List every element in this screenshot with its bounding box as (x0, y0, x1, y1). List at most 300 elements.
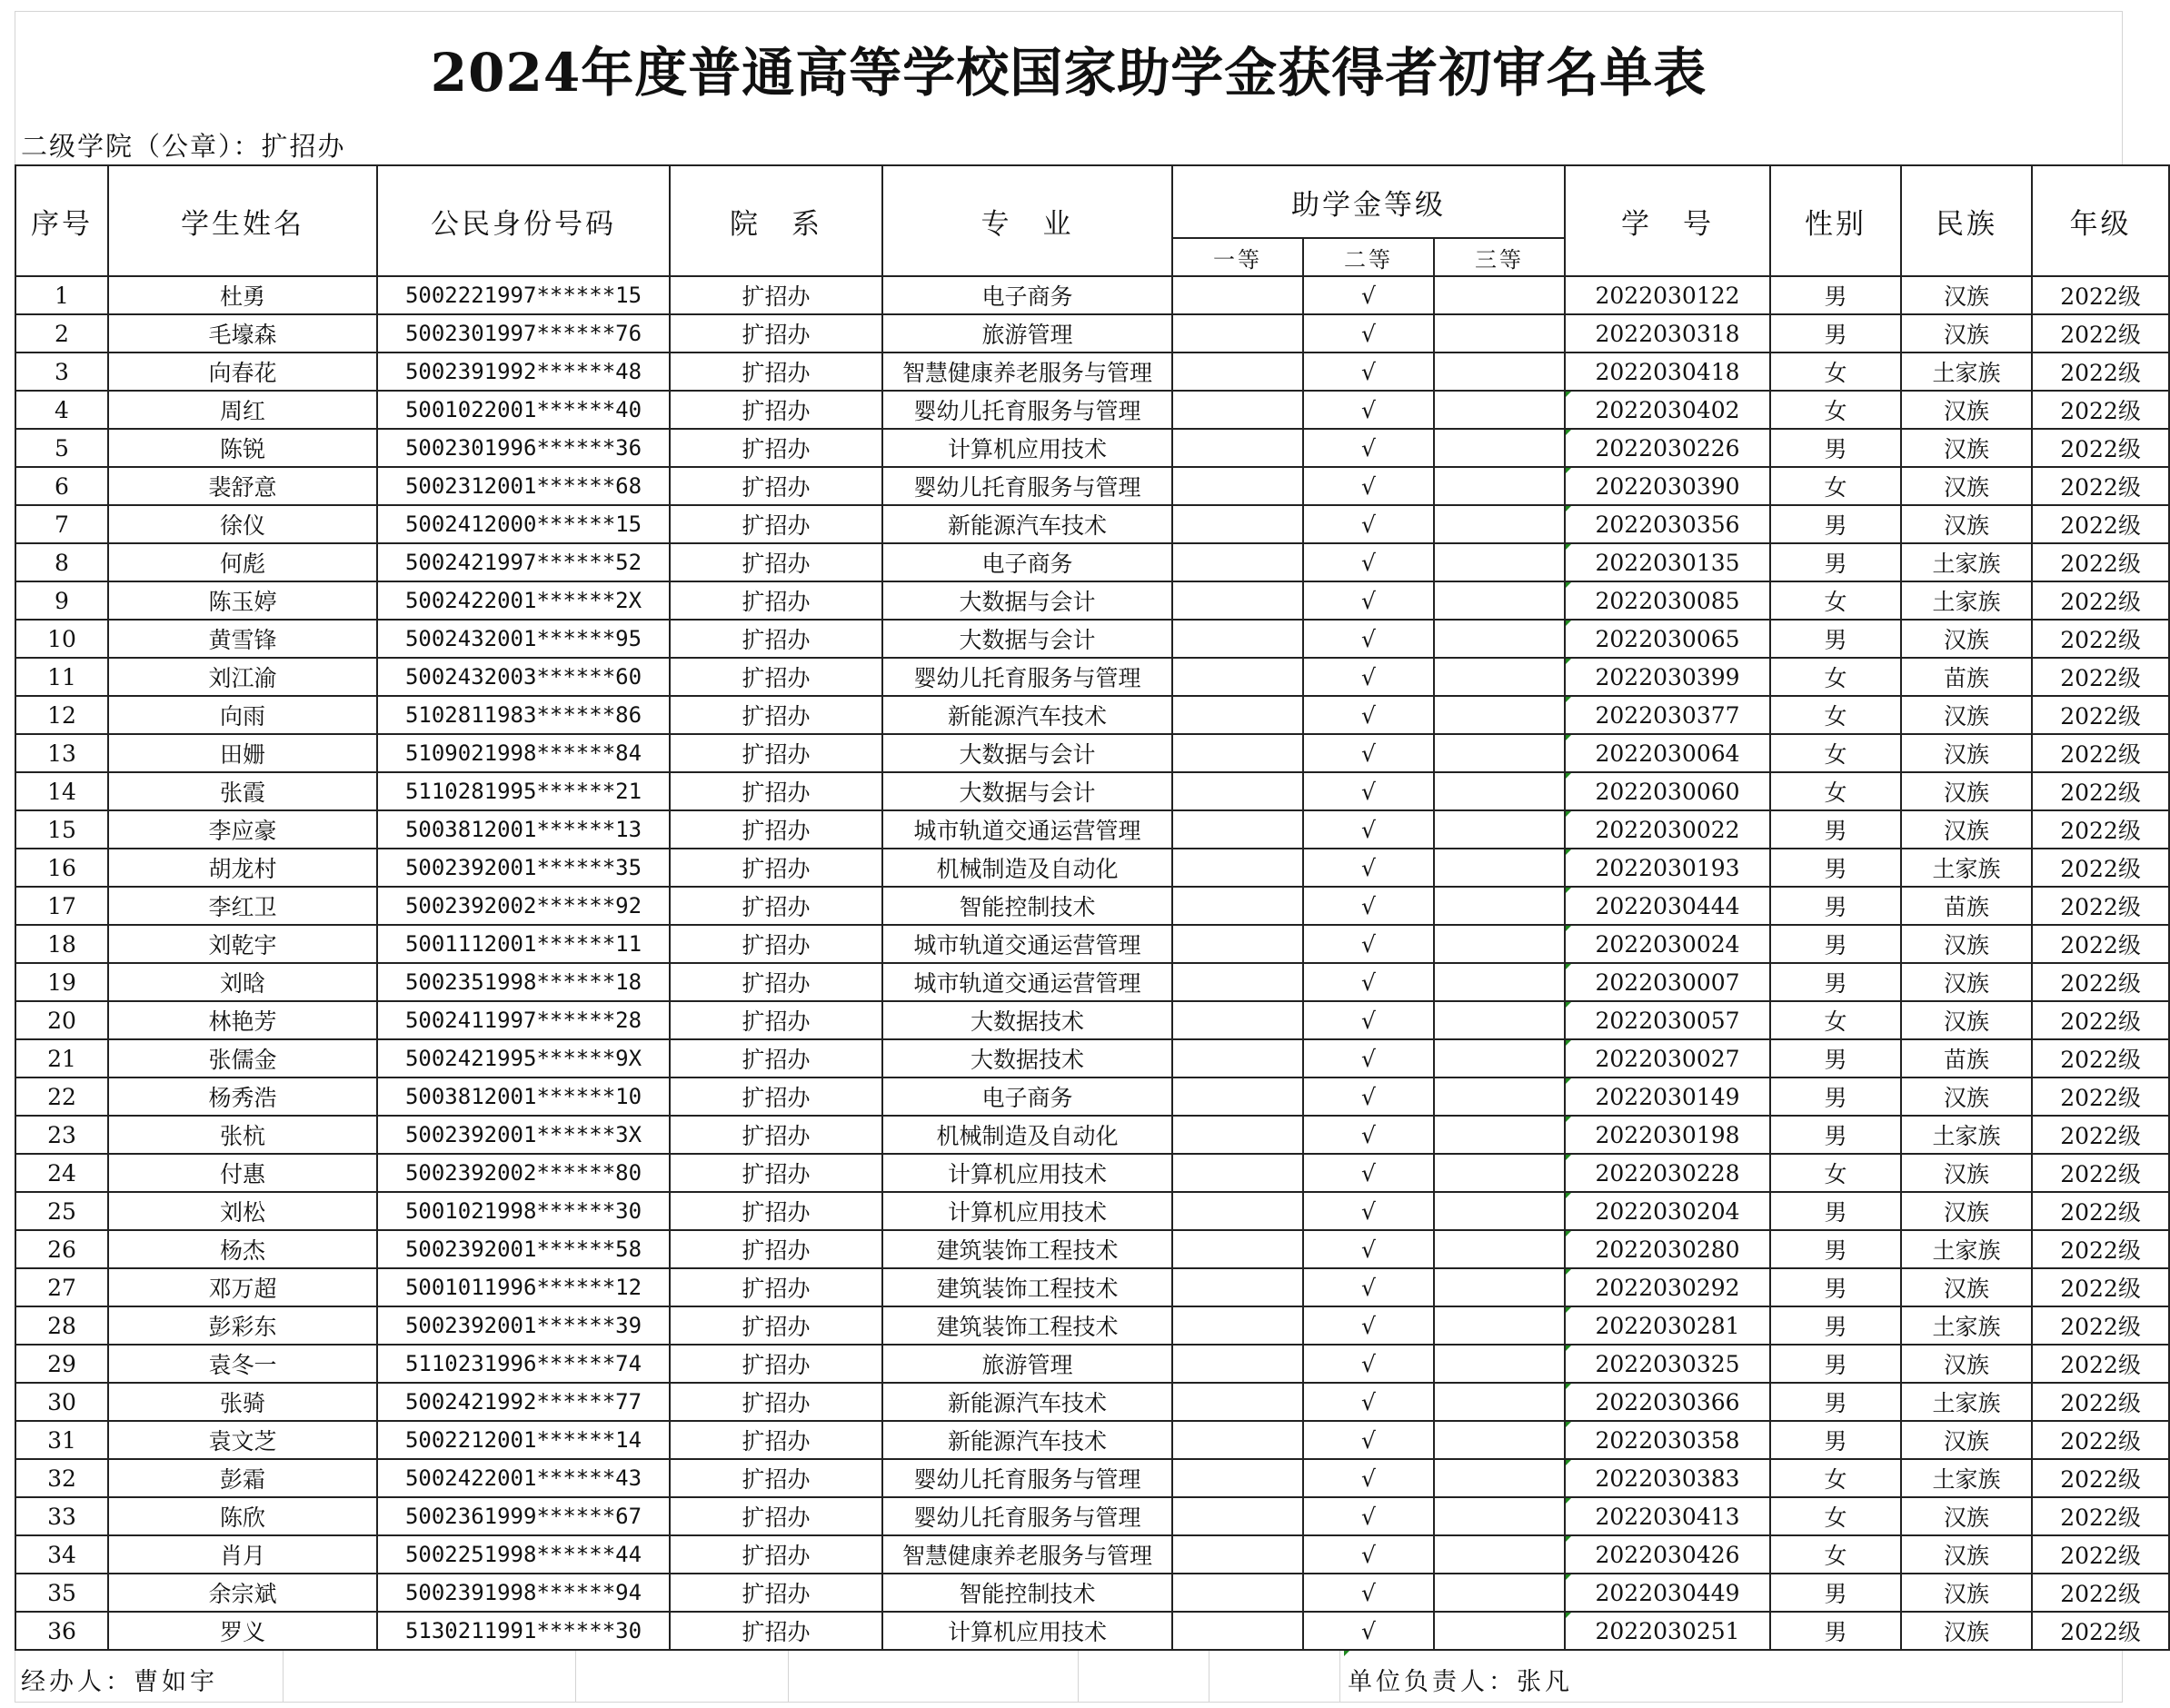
cell-seq[interactable]: 22 (15, 1077, 108, 1116)
cell-dept[interactable]: 扩招办 (670, 810, 882, 849)
cell-ethnicity[interactable]: 土家族 (1901, 353, 2032, 391)
cell-grade[interactable]: 2022级 (2032, 849, 2169, 887)
cell-seq[interactable]: 35 (15, 1574, 108, 1612)
cell-seq[interactable]: 1 (15, 276, 108, 314)
cell-level-1[interactable] (1172, 620, 1303, 658)
cell-ethnicity[interactable]: 汉族 (1901, 1612, 2032, 1650)
cell-level-2[interactable]: √ (1303, 1001, 1434, 1039)
header-dept[interactable]: 院 系 (670, 165, 882, 276)
cell-level-1[interactable] (1172, 963, 1303, 1001)
cell-level-2[interactable]: √ (1303, 1230, 1434, 1268)
cell-id[interactable]: 5002392001******58 (377, 1230, 670, 1268)
cell-seq[interactable]: 23 (15, 1116, 108, 1154)
cell-major[interactable]: 婴幼儿托育服务与管理 (882, 658, 1172, 696)
cell-gender[interactable]: 男 (1770, 1077, 1901, 1116)
cell-major[interactable]: 大数据技术 (882, 1039, 1172, 1077)
cell-id[interactable]: 5002351998******18 (377, 963, 670, 1001)
cell-dept[interactable]: 扩招办 (670, 1497, 882, 1535)
cell-ethnicity[interactable]: 汉族 (1901, 925, 2032, 963)
cell-name[interactable]: 向雨 (108, 696, 377, 734)
cell-level-1[interactable] (1172, 467, 1303, 505)
cell-level-1[interactable] (1172, 391, 1303, 429)
cell-seq[interactable]: 25 (15, 1192, 108, 1230)
cell-major[interactable]: 城市轨道交通运营管理 (882, 810, 1172, 849)
cell-dept[interactable]: 扩招办 (670, 391, 882, 429)
cell-student-no[interactable]: 2022030057 (1565, 1001, 1770, 1039)
cell-level-3[interactable] (1434, 772, 1565, 810)
cell-gender[interactable]: 男 (1770, 1268, 1901, 1306)
cell-level-1[interactable] (1172, 1421, 1303, 1459)
cell-ethnicity[interactable]: 汉族 (1901, 1345, 2032, 1383)
cell-gender[interactable]: 男 (1770, 925, 1901, 963)
cell-student-no[interactable]: 2022030065 (1565, 620, 1770, 658)
header-name[interactable]: 学生姓名 (108, 165, 377, 276)
cell-student-no[interactable]: 2022030226 (1565, 429, 1770, 467)
cell-dept[interactable]: 扩招办 (670, 1421, 882, 1459)
header-grade[interactable]: 年级 (2032, 165, 2169, 276)
cell-name[interactable]: 彭霜 (108, 1459, 377, 1497)
cell-gender[interactable]: 女 (1770, 353, 1901, 391)
cell-level-1[interactable] (1172, 1383, 1303, 1421)
cell-level-3[interactable] (1434, 1039, 1565, 1077)
cell-level-2[interactable]: √ (1303, 1192, 1434, 1230)
cell-level-1[interactable] (1172, 1001, 1303, 1039)
cell-major[interactable]: 婴幼儿托育服务与管理 (882, 1459, 1172, 1497)
cell-level-3[interactable] (1434, 581, 1565, 620)
cell-seq[interactable]: 20 (15, 1001, 108, 1039)
cell-level-3[interactable] (1434, 1345, 1565, 1383)
cell-dept[interactable]: 扩招办 (670, 1116, 882, 1154)
cell-gender[interactable]: 男 (1770, 810, 1901, 849)
cell-id[interactable]: 5002391992******48 (377, 353, 670, 391)
cell-level-1[interactable] (1172, 1116, 1303, 1154)
cell-major[interactable]: 婴幼儿托育服务与管理 (882, 467, 1172, 505)
cell-dept[interactable]: 扩招办 (670, 1383, 882, 1421)
cell-level-1[interactable] (1172, 887, 1303, 925)
cell-seq[interactable]: 16 (15, 849, 108, 887)
cell-dept[interactable]: 扩招办 (670, 1574, 882, 1612)
header-id[interactable]: 公民身份号码 (377, 165, 670, 276)
cell-seq[interactable]: 27 (15, 1268, 108, 1306)
cell-dept[interactable]: 扩招办 (670, 1230, 882, 1268)
cell-ethnicity[interactable]: 汉族 (1901, 505, 2032, 543)
cell-seq[interactable]: 26 (15, 1230, 108, 1268)
cell-level-2[interactable]: √ (1303, 353, 1434, 391)
cell-ethnicity[interactable]: 土家族 (1901, 849, 2032, 887)
cell-name[interactable]: 陈欣 (108, 1497, 377, 1535)
cell-level-2[interactable]: √ (1303, 543, 1434, 581)
cell-level-3[interactable] (1434, 1383, 1565, 1421)
cell-ethnicity[interactable]: 苗族 (1901, 887, 2032, 925)
cell-level-3[interactable] (1434, 925, 1565, 963)
header-major[interactable]: 专 业 (882, 165, 1172, 276)
cell-gender[interactable]: 男 (1770, 1306, 1901, 1345)
cell-id[interactable]: 5109021998******84 (377, 734, 670, 772)
cell-ethnicity[interactable]: 土家族 (1901, 1116, 2032, 1154)
cell-gender[interactable]: 女 (1770, 1154, 1901, 1192)
cell-dept[interactable]: 扩招办 (670, 1612, 882, 1650)
cell-grade[interactable]: 2022级 (2032, 696, 2169, 734)
cell-level-2[interactable]: √ (1303, 1497, 1434, 1535)
cell-name[interactable]: 何彪 (108, 543, 377, 581)
cell-seq[interactable]: 13 (15, 734, 108, 772)
cell-level-1[interactable] (1172, 429, 1303, 467)
cell-id[interactable]: 5002392002******80 (377, 1154, 670, 1192)
cell-grade[interactable]: 2022级 (2032, 1612, 2169, 1650)
cell-level-1[interactable] (1172, 925, 1303, 963)
cell-level-1[interactable] (1172, 505, 1303, 543)
cell-level-3[interactable] (1434, 1192, 1565, 1230)
cell-gender[interactable]: 男 (1770, 849, 1901, 887)
cell-major[interactable]: 新能源汽车技术 (882, 505, 1172, 543)
cell-id[interactable]: 5003812001******10 (377, 1077, 670, 1116)
cell-seq[interactable]: 7 (15, 505, 108, 543)
cell-gender[interactable]: 男 (1770, 1039, 1901, 1077)
cell-ethnicity[interactable]: 汉族 (1901, 1421, 2032, 1459)
cell-major[interactable]: 旅游管理 (882, 314, 1172, 353)
cell-level-3[interactable] (1434, 887, 1565, 925)
cell-level-2[interactable]: √ (1303, 1421, 1434, 1459)
cell-ethnicity[interactable]: 汉族 (1901, 620, 2032, 658)
cell-gender[interactable]: 女 (1770, 1459, 1901, 1497)
cell-name[interactable]: 胡龙村 (108, 849, 377, 887)
cell-level-3[interactable] (1434, 1535, 1565, 1574)
cell-dept[interactable]: 扩招办 (670, 1306, 882, 1345)
cell-level-3[interactable] (1434, 1459, 1565, 1497)
cell-level-1[interactable] (1172, 810, 1303, 849)
cell-ethnicity[interactable]: 汉族 (1901, 963, 2032, 1001)
cell-ethnicity[interactable]: 汉族 (1901, 1574, 2032, 1612)
cell-dept[interactable]: 扩招办 (670, 467, 882, 505)
cell-student-no[interactable]: 2022030228 (1565, 1154, 1770, 1192)
cell-seq[interactable]: 21 (15, 1039, 108, 1077)
cell-seq[interactable]: 14 (15, 772, 108, 810)
cell-gender[interactable]: 女 (1770, 1497, 1901, 1535)
cell-gender[interactable]: 男 (1770, 1345, 1901, 1383)
cell-grade[interactable]: 2022级 (2032, 658, 2169, 696)
cell-student-no[interactable]: 2022030383 (1565, 1459, 1770, 1497)
cell-grade[interactable]: 2022级 (2032, 1421, 2169, 1459)
cell-level-3[interactable] (1434, 276, 1565, 314)
cell-level-2[interactable]: √ (1303, 1154, 1434, 1192)
cell-major[interactable]: 旅游管理 (882, 1345, 1172, 1383)
cell-name[interactable]: 毛壕森 (108, 314, 377, 353)
cell-id[interactable]: 5002411997******28 (377, 1001, 670, 1039)
header-level-3[interactable]: 三等 (1434, 238, 1565, 276)
cell-student-no[interactable]: 2022030122 (1565, 276, 1770, 314)
cell-id[interactable]: 5002432001******95 (377, 620, 670, 658)
cell-level-2[interactable]: √ (1303, 658, 1434, 696)
cell-level-2[interactable]: √ (1303, 1612, 1434, 1650)
cell-grade[interactable]: 2022级 (2032, 353, 2169, 391)
cell-student-no[interactable]: 2022030149 (1565, 1077, 1770, 1116)
cell-dept[interactable]: 扩招办 (670, 1077, 882, 1116)
cell-seq[interactable]: 31 (15, 1421, 108, 1459)
cell-grade[interactable]: 2022级 (2032, 1383, 2169, 1421)
cell-level-3[interactable] (1434, 658, 1565, 696)
cell-level-2[interactable]: √ (1303, 276, 1434, 314)
cell-grade[interactable]: 2022级 (2032, 925, 2169, 963)
cell-gender[interactable]: 男 (1770, 1612, 1901, 1650)
cell-dept[interactable]: 扩招办 (670, 963, 882, 1001)
cell-id[interactable]: 5002301997******76 (377, 314, 670, 353)
cell-seq[interactable]: 30 (15, 1383, 108, 1421)
cell-ethnicity[interactable]: 汉族 (1901, 1154, 2032, 1192)
cell-ethnicity[interactable]: 汉族 (1901, 696, 2032, 734)
cell-level-3[interactable] (1434, 391, 1565, 429)
cell-id[interactable]: 5110281995******21 (377, 772, 670, 810)
cell-student-no[interactable]: 2022030402 (1565, 391, 1770, 429)
header-level-2[interactable]: 二等 (1303, 238, 1434, 276)
cell-major[interactable]: 智能控制技术 (882, 1574, 1172, 1612)
cell-dept[interactable]: 扩招办 (670, 1039, 882, 1077)
cell-grade[interactable]: 2022级 (2032, 429, 2169, 467)
cell-level-1[interactable] (1172, 1154, 1303, 1192)
cell-level-2[interactable]: √ (1303, 1459, 1434, 1497)
cell-seq[interactable]: 36 (15, 1612, 108, 1650)
cell-major[interactable]: 新能源汽车技术 (882, 696, 1172, 734)
cell-student-no[interactable]: 2022030064 (1565, 734, 1770, 772)
cell-gender[interactable]: 男 (1770, 429, 1901, 467)
cell-name[interactable]: 林艳芳 (108, 1001, 377, 1039)
cell-student-no[interactable]: 2022030280 (1565, 1230, 1770, 1268)
cell-name[interactable]: 彭彩东 (108, 1306, 377, 1345)
cell-gender[interactable]: 男 (1770, 276, 1901, 314)
cell-name[interactable]: 付惠 (108, 1154, 377, 1192)
cell-student-no[interactable]: 2022030085 (1565, 581, 1770, 620)
cell-level-3[interactable] (1434, 620, 1565, 658)
cell-dept[interactable]: 扩招办 (670, 1001, 882, 1039)
cell-major[interactable]: 婴幼儿托育服务与管理 (882, 1497, 1172, 1535)
cell-seq[interactable]: 10 (15, 620, 108, 658)
cell-grade[interactable]: 2022级 (2032, 1039, 2169, 1077)
cell-id[interactable]: 5002392001******35 (377, 849, 670, 887)
cell-gender[interactable]: 女 (1770, 1535, 1901, 1574)
cell-id[interactable]: 5110231996******74 (377, 1345, 670, 1383)
cell-grade[interactable]: 2022级 (2032, 1497, 2169, 1535)
cell-grade[interactable]: 2022级 (2032, 1001, 2169, 1039)
cell-id[interactable]: 5002432003******60 (377, 658, 670, 696)
cell-level-1[interactable] (1172, 1535, 1303, 1574)
cell-ethnicity[interactable]: 汉族 (1901, 391, 2032, 429)
cell-name[interactable]: 李应豪 (108, 810, 377, 849)
cell-ethnicity[interactable]: 汉族 (1901, 467, 2032, 505)
cell-level-1[interactable] (1172, 658, 1303, 696)
cell-dept[interactable]: 扩招办 (670, 658, 882, 696)
cell-gender[interactable]: 男 (1770, 543, 1901, 581)
cell-gender[interactable]: 男 (1770, 1192, 1901, 1230)
cell-student-no[interactable]: 2022030007 (1565, 963, 1770, 1001)
cell-gender[interactable]: 男 (1770, 1116, 1901, 1154)
cell-level-1[interactable] (1172, 1345, 1303, 1383)
cell-student-no[interactable]: 2022030418 (1565, 353, 1770, 391)
cell-level-2[interactable]: √ (1303, 1039, 1434, 1077)
cell-student-no[interactable]: 2022030024 (1565, 925, 1770, 963)
cell-gender[interactable]: 男 (1770, 1574, 1901, 1612)
cell-level-3[interactable] (1434, 1574, 1565, 1612)
cell-ethnicity[interactable]: 汉族 (1901, 429, 2032, 467)
cell-level-3[interactable] (1434, 467, 1565, 505)
cell-level-1[interactable] (1172, 1192, 1303, 1230)
cell-seq[interactable]: 18 (15, 925, 108, 963)
header-gender[interactable]: 性别 (1770, 165, 1901, 276)
cell-name[interactable]: 周红 (108, 391, 377, 429)
cell-student-no[interactable]: 2022030356 (1565, 505, 1770, 543)
cell-major[interactable]: 婴幼儿托育服务与管理 (882, 391, 1172, 429)
cell-student-no[interactable]: 2022030060 (1565, 772, 1770, 810)
cell-grade[interactable]: 2022级 (2032, 1574, 2169, 1612)
cell-ethnicity[interactable]: 汉族 (1901, 772, 2032, 810)
department-cell[interactable] (15, 124, 2123, 164)
cell-dept[interactable]: 扩招办 (670, 505, 882, 543)
cell-grade[interactable]: 2022级 (2032, 963, 2169, 1001)
cell-level-1[interactable] (1172, 1230, 1303, 1268)
cell-ethnicity[interactable]: 汉族 (1901, 1268, 2032, 1306)
cell-student-no[interactable]: 2022030325 (1565, 1345, 1770, 1383)
cell-name[interactable]: 黄雪锋 (108, 620, 377, 658)
cell-seq[interactable]: 28 (15, 1306, 108, 1345)
cell-name[interactable]: 刘江渝 (108, 658, 377, 696)
cell-grade[interactable]: 2022级 (2032, 581, 2169, 620)
cell-gender[interactable]: 男 (1770, 1230, 1901, 1268)
cell-level-2[interactable]: √ (1303, 314, 1434, 353)
cell-dept[interactable]: 扩招办 (670, 1192, 882, 1230)
cell-level-2[interactable]: √ (1303, 1345, 1434, 1383)
cell-level-2[interactable]: √ (1303, 1574, 1434, 1612)
cell-level-1[interactable] (1172, 1268, 1303, 1306)
cell-student-no[interactable]: 2022030318 (1565, 314, 1770, 353)
cell-major[interactable]: 大数据与会计 (882, 581, 1172, 620)
cell-seq[interactable]: 11 (15, 658, 108, 696)
cell-name[interactable]: 张骑 (108, 1383, 377, 1421)
cell-grade[interactable]: 2022级 (2032, 1535, 2169, 1574)
cell-id[interactable]: 5002421997******52 (377, 543, 670, 581)
cell-major[interactable]: 机械制造及自动化 (882, 849, 1172, 887)
cell-name[interactable]: 袁冬一 (108, 1345, 377, 1383)
cell-level-2[interactable]: √ (1303, 505, 1434, 543)
cell-grade[interactable]: 2022级 (2032, 1306, 2169, 1345)
cell-id[interactable]: 5001022001******40 (377, 391, 670, 429)
cell-name[interactable]: 余宗斌 (108, 1574, 377, 1612)
cell-gender[interactable]: 女 (1770, 1001, 1901, 1039)
cell-dept[interactable]: 扩招办 (670, 276, 882, 314)
header-student-no[interactable]: 学 号 (1565, 165, 1770, 276)
cell-name[interactable]: 罗义 (108, 1612, 377, 1650)
cell-grade[interactable]: 2022级 (2032, 276, 2169, 314)
cell-major[interactable]: 城市轨道交通运营管理 (882, 963, 1172, 1001)
cell-level-1[interactable] (1172, 696, 1303, 734)
cell-level-3[interactable] (1434, 1154, 1565, 1192)
cell-grade[interactable]: 2022级 (2032, 810, 2169, 849)
cell-level-2[interactable]: √ (1303, 467, 1434, 505)
cell-seq[interactable]: 9 (15, 581, 108, 620)
cell-grade[interactable]: 2022级 (2032, 1268, 2169, 1306)
cell-major[interactable]: 计算机应用技术 (882, 1192, 1172, 1230)
cell-level-1[interactable] (1172, 543, 1303, 581)
cell-id[interactable]: 5002221997******15 (377, 276, 670, 314)
header-seq[interactable]: 序号 (15, 165, 108, 276)
cell-student-no[interactable]: 2022030358 (1565, 1421, 1770, 1459)
cell-id[interactable]: 5102811983******86 (377, 696, 670, 734)
cell-student-no[interactable]: 2022030366 (1565, 1383, 1770, 1421)
cell-dept[interactable]: 扩招办 (670, 1154, 882, 1192)
cell-level-2[interactable]: √ (1303, 810, 1434, 849)
cell-gender[interactable]: 男 (1770, 887, 1901, 925)
cell-level-2[interactable]: √ (1303, 1116, 1434, 1154)
cell-grade[interactable]: 2022级 (2032, 543, 2169, 581)
cell-dept[interactable]: 扩招办 (670, 1535, 882, 1574)
cell-name[interactable]: 陈锐 (108, 429, 377, 467)
cell-dept[interactable]: 扩招办 (670, 772, 882, 810)
cell-ethnicity[interactable]: 苗族 (1901, 1039, 2032, 1077)
cell-major[interactable]: 电子商务 (882, 1077, 1172, 1116)
cell-level-1[interactable] (1172, 581, 1303, 620)
cell-dept[interactable]: 扩招办 (670, 1459, 882, 1497)
cell-dept[interactable]: 扩招办 (670, 887, 882, 925)
cell-seq[interactable]: 15 (15, 810, 108, 849)
cell-grade[interactable]: 2022级 (2032, 505, 2169, 543)
cell-id[interactable]: 5002361999******67 (377, 1497, 670, 1535)
cell-gender[interactable]: 男 (1770, 963, 1901, 1001)
cell-level-3[interactable] (1434, 1268, 1565, 1306)
cell-student-no[interactable]: 2022030022 (1565, 810, 1770, 849)
cell-level-1[interactable] (1172, 1612, 1303, 1650)
cell-level-1[interactable] (1172, 276, 1303, 314)
cell-ethnicity[interactable]: 汉族 (1901, 810, 2032, 849)
cell-student-no[interactable]: 2022030390 (1565, 467, 1770, 505)
cell-level-3[interactable] (1434, 1230, 1565, 1268)
cell-student-no[interactable]: 2022030377 (1565, 696, 1770, 734)
cell-id[interactable]: 5130211991******30 (377, 1612, 670, 1650)
cell-name[interactable]: 刘松 (108, 1192, 377, 1230)
cell-ethnicity[interactable]: 汉族 (1901, 276, 2032, 314)
header-grant-level[interactable]: 助学金等级 (1172, 165, 1565, 238)
cell-level-2[interactable]: √ (1303, 925, 1434, 963)
cell-seq[interactable]: 33 (15, 1497, 108, 1535)
cell-id[interactable]: 5002422001******43 (377, 1459, 670, 1497)
cell-student-no[interactable]: 2022030444 (1565, 887, 1770, 925)
cell-name[interactable]: 张儒金 (108, 1039, 377, 1077)
cell-student-no[interactable]: 2022030413 (1565, 1497, 1770, 1535)
cell-name[interactable]: 陈玉婷 (108, 581, 377, 620)
cell-major[interactable]: 建筑装饰工程技术 (882, 1230, 1172, 1268)
cell-name[interactable]: 肖月 (108, 1535, 377, 1574)
cell-ethnicity[interactable]: 汉族 (1901, 1535, 2032, 1574)
header-ethnicity[interactable]: 民族 (1901, 165, 2032, 276)
cell-level-3[interactable] (1434, 810, 1565, 849)
cell-student-no[interactable]: 2022030251 (1565, 1612, 1770, 1650)
cell-student-no[interactable]: 2022030399 (1565, 658, 1770, 696)
cell-level-2[interactable]: √ (1303, 1383, 1434, 1421)
cell-seq[interactable]: 6 (15, 467, 108, 505)
cell-level-3[interactable] (1434, 696, 1565, 734)
cell-ethnicity[interactable]: 土家族 (1901, 581, 2032, 620)
cell-level-1[interactable] (1172, 1497, 1303, 1535)
cell-ethnicity[interactable]: 土家族 (1901, 1306, 2032, 1345)
cell-level-3[interactable] (1434, 505, 1565, 543)
cell-level-3[interactable] (1434, 1497, 1565, 1535)
cell-id[interactable]: 5001011996******12 (377, 1268, 670, 1306)
cell-level-2[interactable]: √ (1303, 696, 1434, 734)
cell-id[interactable]: 5002212001******14 (377, 1421, 670, 1459)
cell-level-2[interactable]: √ (1303, 620, 1434, 658)
cell-grade[interactable]: 2022级 (2032, 314, 2169, 353)
cell-level-3[interactable] (1434, 314, 1565, 353)
cell-seq[interactable]: 34 (15, 1535, 108, 1574)
cell-seq[interactable]: 17 (15, 887, 108, 925)
cell-level-1[interactable] (1172, 1039, 1303, 1077)
cell-name[interactable]: 袁文芝 (108, 1421, 377, 1459)
